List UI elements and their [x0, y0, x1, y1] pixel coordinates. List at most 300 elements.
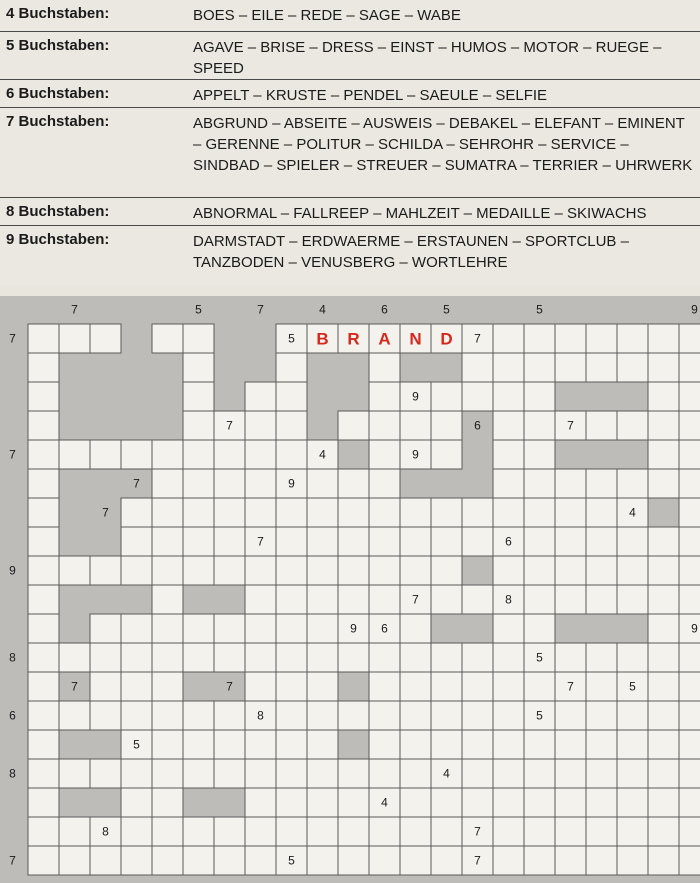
grid-cell[interactable] — [307, 614, 338, 643]
grid-cell[interactable] — [276, 382, 307, 411]
grid-cell[interactable] — [245, 440, 276, 469]
grid-cell[interactable] — [214, 527, 245, 556]
grid-cell[interactable] — [90, 643, 121, 672]
grid-cell[interactable] — [679, 353, 700, 382]
grid-cell[interactable] — [617, 701, 648, 730]
grid-cell[interactable] — [555, 701, 586, 730]
grid-cell[interactable] — [648, 643, 679, 672]
grid-cell[interactable] — [90, 701, 121, 730]
grid-cell[interactable] — [152, 469, 183, 498]
grid-cell[interactable] — [679, 643, 700, 672]
grid-cell[interactable] — [338, 469, 369, 498]
grid-cell[interactable] — [338, 788, 369, 817]
grid-cell[interactable] — [679, 440, 700, 469]
grid-cell[interactable] — [679, 672, 700, 701]
grid-cell[interactable] — [586, 759, 617, 788]
grid-cell[interactable] — [90, 556, 121, 585]
grid-cell[interactable] — [400, 846, 431, 875]
grid-cell[interactable] — [493, 469, 524, 498]
grid-cell[interactable] — [59, 759, 90, 788]
grid-cell[interactable] — [431, 730, 462, 759]
grid-cell[interactable] — [400, 643, 431, 672]
grid-cell[interactable] — [493, 643, 524, 672]
grid-cell[interactable] — [617, 411, 648, 440]
grid-cell[interactable] — [431, 846, 462, 875]
grid-cell[interactable] — [524, 556, 555, 585]
grid-cell[interactable] — [276, 730, 307, 759]
grid-cell[interactable] — [307, 730, 338, 759]
grid-cell[interactable] — [307, 527, 338, 556]
grid-cell[interactable] — [121, 556, 152, 585]
grid-cell[interactable] — [245, 614, 276, 643]
grid-cell[interactable] — [152, 672, 183, 701]
grid-cell[interactable] — [214, 759, 245, 788]
grid-cell[interactable] — [152, 614, 183, 643]
grid-cell[interactable] — [493, 759, 524, 788]
grid-cell[interactable] — [555, 846, 586, 875]
grid-cell[interactable] — [369, 672, 400, 701]
grid-cell[interactable] — [679, 556, 700, 585]
grid-cell[interactable] — [152, 527, 183, 556]
grid-cell[interactable] — [369, 759, 400, 788]
grid-cell[interactable] — [183, 846, 214, 875]
grid-cell[interactable] — [214, 556, 245, 585]
grid-cell[interactable] — [307, 701, 338, 730]
grid-cell[interactable] — [214, 440, 245, 469]
grid-cell[interactable] — [555, 817, 586, 846]
grid-cell[interactable] — [121, 701, 152, 730]
grid-cell[interactable] — [431, 672, 462, 701]
grid-cell[interactable] — [648, 527, 679, 556]
grid-cell[interactable] — [28, 701, 59, 730]
grid-cell[interactable] — [431, 382, 462, 411]
grid-cell[interactable] — [338, 759, 369, 788]
grid-cell[interactable] — [524, 585, 555, 614]
grid-cell[interactable] — [462, 730, 493, 759]
grid-cell[interactable] — [648, 759, 679, 788]
grid-cell[interactable] — [28, 614, 59, 643]
grid-cell[interactable] — [245, 846, 276, 875]
grid-cell[interactable] — [462, 643, 493, 672]
grid-cell[interactable] — [679, 527, 700, 556]
grid-cell[interactable] — [617, 759, 648, 788]
grid-cell[interactable] — [679, 469, 700, 498]
grid-cell[interactable] — [462, 672, 493, 701]
grid-cell[interactable] — [152, 498, 183, 527]
grid-cell[interactable] — [462, 353, 493, 382]
grid-cell[interactable] — [555, 585, 586, 614]
grid-cell[interactable] — [648, 556, 679, 585]
grid-cell[interactable] — [679, 411, 700, 440]
grid-cell[interactable] — [28, 411, 59, 440]
grid-cell[interactable] — [152, 324, 183, 353]
grid-cell[interactable] — [400, 817, 431, 846]
grid-cell[interactable] — [431, 498, 462, 527]
grid-cell[interactable] — [276, 556, 307, 585]
grid-cell[interactable] — [400, 759, 431, 788]
grid-cell[interactable] — [369, 846, 400, 875]
grid-cell[interactable] — [493, 440, 524, 469]
grid-cell[interactable] — [245, 498, 276, 527]
grid-cell[interactable] — [679, 382, 700, 411]
grid-cell[interactable] — [524, 527, 555, 556]
grid-cell[interactable] — [493, 353, 524, 382]
grid-cell[interactable] — [369, 469, 400, 498]
grid-cell[interactable] — [121, 846, 152, 875]
grid-cell[interactable] — [307, 846, 338, 875]
grid-cell[interactable] — [214, 817, 245, 846]
grid-cell[interactable] — [493, 672, 524, 701]
grid-cell[interactable] — [524, 353, 555, 382]
grid-cell[interactable] — [493, 817, 524, 846]
grid-cell[interactable] — [276, 585, 307, 614]
grid-cell[interactable] — [524, 672, 555, 701]
grid-cell[interactable] — [214, 643, 245, 672]
grid-cell[interactable] — [152, 643, 183, 672]
grid-cell[interactable] — [121, 788, 152, 817]
grid-cell[interactable] — [617, 817, 648, 846]
grid-cell[interactable] — [400, 701, 431, 730]
grid-cell[interactable] — [245, 382, 276, 411]
grid-cell[interactable] — [648, 730, 679, 759]
grid-cell[interactable] — [276, 759, 307, 788]
grid-cell[interactable] — [28, 817, 59, 846]
grid-cell[interactable] — [183, 324, 214, 353]
grid-cell[interactable] — [617, 643, 648, 672]
grid-cell[interactable] — [245, 556, 276, 585]
grid-cell[interactable] — [28, 382, 59, 411]
grid-cell[interactable] — [369, 701, 400, 730]
grid-cell[interactable] — [183, 527, 214, 556]
grid-cell[interactable] — [648, 614, 679, 643]
grid-cell[interactable] — [59, 701, 90, 730]
grid-cell[interactable] — [493, 788, 524, 817]
grid-cell[interactable] — [586, 527, 617, 556]
grid-cell[interactable] — [214, 846, 245, 875]
grid-cell[interactable] — [152, 585, 183, 614]
grid-cell[interactable] — [90, 614, 121, 643]
grid-cell[interactable] — [524, 411, 555, 440]
grid-cell[interactable] — [276, 614, 307, 643]
grid-cell[interactable] — [462, 759, 493, 788]
grid-cell[interactable] — [369, 817, 400, 846]
grid-cell[interactable] — [152, 730, 183, 759]
grid-cell[interactable] — [183, 614, 214, 643]
grid-cell[interactable] — [28, 353, 59, 382]
grid-cell[interactable] — [524, 846, 555, 875]
grid-cell[interactable] — [245, 788, 276, 817]
grid-cell[interactable] — [276, 353, 307, 382]
grid-cell[interactable] — [276, 440, 307, 469]
grid-cell[interactable] — [493, 411, 524, 440]
grid-cell[interactable] — [555, 643, 586, 672]
grid-cell[interactable] — [276, 817, 307, 846]
grid-cell[interactable] — [338, 411, 369, 440]
grid-cell[interactable] — [369, 730, 400, 759]
grid-cell[interactable] — [214, 498, 245, 527]
grid-cell[interactable] — [152, 817, 183, 846]
grid-cell[interactable] — [586, 846, 617, 875]
grid-cell[interactable] — [617, 556, 648, 585]
grid-cell[interactable] — [524, 817, 555, 846]
grid-cell[interactable] — [28, 672, 59, 701]
grid-cell[interactable] — [462, 498, 493, 527]
grid-cell[interactable] — [462, 382, 493, 411]
grid-cell[interactable] — [617, 846, 648, 875]
grid-cell[interactable] — [121, 672, 152, 701]
grid-cell[interactable] — [28, 469, 59, 498]
grid-cell[interactable] — [183, 643, 214, 672]
grid-cell[interactable] — [648, 846, 679, 875]
grid-cell[interactable] — [90, 440, 121, 469]
grid-cell[interactable] — [121, 759, 152, 788]
grid-cell[interactable] — [617, 353, 648, 382]
grid-cell[interactable] — [400, 556, 431, 585]
grid-cell[interactable] — [276, 701, 307, 730]
grid-cell[interactable] — [586, 324, 617, 353]
grid-cell[interactable] — [648, 411, 679, 440]
grid-cell[interactable] — [276, 643, 307, 672]
grid-cell[interactable] — [679, 585, 700, 614]
grid-cell[interactable] — [431, 411, 462, 440]
grid-cell[interactable] — [648, 469, 679, 498]
grid-cell[interactable] — [586, 788, 617, 817]
grid-cell[interactable] — [648, 817, 679, 846]
grid-cell[interactable] — [648, 585, 679, 614]
grid-cell[interactable] — [307, 672, 338, 701]
grid-cell[interactable] — [555, 788, 586, 817]
grid-cell[interactable] — [369, 585, 400, 614]
grid-cell[interactable] — [307, 498, 338, 527]
grid-cell[interactable] — [586, 817, 617, 846]
grid-cell[interactable] — [338, 585, 369, 614]
grid-cell[interactable] — [90, 324, 121, 353]
grid-cell[interactable] — [555, 353, 586, 382]
grid-cell[interactable] — [555, 527, 586, 556]
grid-cell[interactable] — [338, 817, 369, 846]
grid-cell[interactable] — [307, 817, 338, 846]
grid-cell[interactable] — [462, 788, 493, 817]
grid-cell[interactable] — [524, 730, 555, 759]
grid-cell[interactable] — [648, 672, 679, 701]
grid-cell[interactable] — [338, 556, 369, 585]
grid-cell[interactable] — [524, 614, 555, 643]
grid-cell[interactable] — [59, 817, 90, 846]
grid-cell[interactable] — [59, 643, 90, 672]
grid-cell[interactable] — [28, 527, 59, 556]
grid-cell[interactable] — [493, 382, 524, 411]
grid-cell[interactable] — [555, 498, 586, 527]
grid-cell[interactable] — [586, 672, 617, 701]
grid-cell[interactable] — [679, 701, 700, 730]
grid-cell[interactable] — [121, 527, 152, 556]
grid-cell[interactable] — [493, 614, 524, 643]
grid-cell[interactable] — [493, 701, 524, 730]
grid-cell[interactable] — [369, 440, 400, 469]
grid-cell[interactable] — [369, 382, 400, 411]
grid-cell[interactable] — [59, 440, 90, 469]
grid-cell[interactable] — [555, 759, 586, 788]
grid-cell[interactable] — [59, 324, 90, 353]
grid-cell[interactable] — [679, 817, 700, 846]
grid-cell[interactable] — [617, 730, 648, 759]
grid-cell[interactable] — [431, 440, 462, 469]
grid-cell[interactable] — [183, 382, 214, 411]
grid-cell[interactable] — [524, 759, 555, 788]
grid-cell[interactable] — [400, 730, 431, 759]
grid-cell[interactable] — [431, 556, 462, 585]
grid-cell[interactable] — [307, 585, 338, 614]
grid-cell[interactable] — [183, 411, 214, 440]
grid-cell[interactable] — [152, 846, 183, 875]
grid-cell[interactable] — [28, 498, 59, 527]
grid-cell[interactable] — [679, 759, 700, 788]
grid-cell[interactable] — [338, 846, 369, 875]
grid-cell[interactable] — [90, 672, 121, 701]
grid-cell[interactable] — [431, 527, 462, 556]
grid-cell[interactable] — [183, 556, 214, 585]
grid-cell[interactable] — [276, 672, 307, 701]
grid-cell[interactable] — [307, 643, 338, 672]
grid-cell[interactable] — [28, 759, 59, 788]
grid-cell[interactable] — [493, 556, 524, 585]
grid-cell[interactable] — [679, 498, 700, 527]
grid-cell[interactable] — [400, 498, 431, 527]
grid-cell[interactable] — [586, 556, 617, 585]
grid-cell[interactable] — [431, 585, 462, 614]
grid-cell[interactable] — [586, 411, 617, 440]
grid-cell[interactable] — [555, 324, 586, 353]
grid-cell[interactable] — [648, 353, 679, 382]
grid-cell[interactable] — [338, 527, 369, 556]
grid-cell[interactable] — [28, 788, 59, 817]
grid-cell[interactable] — [121, 817, 152, 846]
grid-cell[interactable] — [462, 701, 493, 730]
grid-cell[interactable] — [369, 498, 400, 527]
grid-cell[interactable] — [121, 498, 152, 527]
grid-cell[interactable] — [338, 701, 369, 730]
grid-cell[interactable] — [245, 672, 276, 701]
grid-cell[interactable] — [555, 556, 586, 585]
grid-cell[interactable] — [152, 440, 183, 469]
grid-cell[interactable] — [28, 556, 59, 585]
grid-cell[interactable] — [431, 643, 462, 672]
grid-cell[interactable] — [152, 556, 183, 585]
grid-cell[interactable] — [586, 643, 617, 672]
grid-cell[interactable] — [214, 730, 245, 759]
grid-cell[interactable] — [183, 730, 214, 759]
grid-cell[interactable] — [648, 788, 679, 817]
grid-cell[interactable] — [28, 324, 59, 353]
grid-cell[interactable] — [183, 498, 214, 527]
grid-cell[interactable] — [245, 643, 276, 672]
grid-cell[interactable] — [245, 411, 276, 440]
grid-cell[interactable] — [369, 527, 400, 556]
grid-cell[interactable] — [307, 759, 338, 788]
grid-cell[interactable] — [90, 759, 121, 788]
grid-cell[interactable] — [183, 469, 214, 498]
grid-cell[interactable] — [493, 498, 524, 527]
grid-cell[interactable] — [648, 324, 679, 353]
grid-cell[interactable] — [183, 759, 214, 788]
grid-cell[interactable] — [462, 527, 493, 556]
grid-cell[interactable] — [369, 556, 400, 585]
grid-cell[interactable] — [493, 730, 524, 759]
grid-cell[interactable] — [431, 701, 462, 730]
grid-cell[interactable] — [245, 469, 276, 498]
grid-cell[interactable] — [617, 469, 648, 498]
grid-cell[interactable] — [586, 498, 617, 527]
grid-cell[interactable] — [586, 701, 617, 730]
grid-cell[interactable] — [152, 788, 183, 817]
grid-cell[interactable] — [245, 759, 276, 788]
grid-cell[interactable] — [59, 846, 90, 875]
grid-cell[interactable] — [586, 585, 617, 614]
grid-cell[interactable] — [679, 730, 700, 759]
grid-cell[interactable] — [679, 324, 700, 353]
grid-cell[interactable] — [555, 730, 586, 759]
grid-cell[interactable] — [400, 527, 431, 556]
grid-cell[interactable] — [524, 382, 555, 411]
grid-cell[interactable] — [152, 701, 183, 730]
grid-cell[interactable] — [369, 411, 400, 440]
grid-cell[interactable] — [400, 411, 431, 440]
grid-cell[interactable] — [493, 324, 524, 353]
grid-cell[interactable] — [679, 846, 700, 875]
grid-cell[interactable] — [276, 527, 307, 556]
grid-cell[interactable] — [617, 527, 648, 556]
grid-cell[interactable] — [307, 469, 338, 498]
grid-cell[interactable] — [400, 788, 431, 817]
grid-cell[interactable] — [586, 353, 617, 382]
grid-cell[interactable] — [400, 614, 431, 643]
grid-cell[interactable] — [276, 411, 307, 440]
grid-cell[interactable] — [431, 788, 462, 817]
grid-cell[interactable] — [183, 701, 214, 730]
grid-cell[interactable] — [431, 817, 462, 846]
grid-cell[interactable] — [524, 788, 555, 817]
grid-cell[interactable] — [524, 469, 555, 498]
grid-cell[interactable] — [90, 846, 121, 875]
grid-cell[interactable] — [369, 353, 400, 382]
grid-cell[interactable] — [214, 469, 245, 498]
grid-cell[interactable] — [28, 585, 59, 614]
grid-cell[interactable] — [586, 730, 617, 759]
grid-cell[interactable] — [28, 730, 59, 759]
grid-cell[interactable] — [679, 788, 700, 817]
grid-cell[interactable] — [28, 643, 59, 672]
grid-cell[interactable] — [276, 498, 307, 527]
grid-cell[interactable] — [338, 643, 369, 672]
grid-cell[interactable] — [307, 788, 338, 817]
grid-cell[interactable] — [524, 498, 555, 527]
grid-cell[interactable] — [462, 585, 493, 614]
grid-cell[interactable] — [245, 817, 276, 846]
grid-cell[interactable] — [276, 788, 307, 817]
grid-cell[interactable] — [121, 440, 152, 469]
grid-cell[interactable] — [121, 643, 152, 672]
grid-cell[interactable] — [152, 759, 183, 788]
grid-cell[interactable] — [400, 672, 431, 701]
grid-cell[interactable] — [183, 817, 214, 846]
grid-cell[interactable] — [307, 556, 338, 585]
grid-cell[interactable] — [214, 614, 245, 643]
grid-cell[interactable] — [648, 440, 679, 469]
grid-cell[interactable] — [121, 614, 152, 643]
grid-cell[interactable] — [617, 788, 648, 817]
grid-cell[interactable] — [617, 324, 648, 353]
grid-cell[interactable] — [59, 556, 90, 585]
